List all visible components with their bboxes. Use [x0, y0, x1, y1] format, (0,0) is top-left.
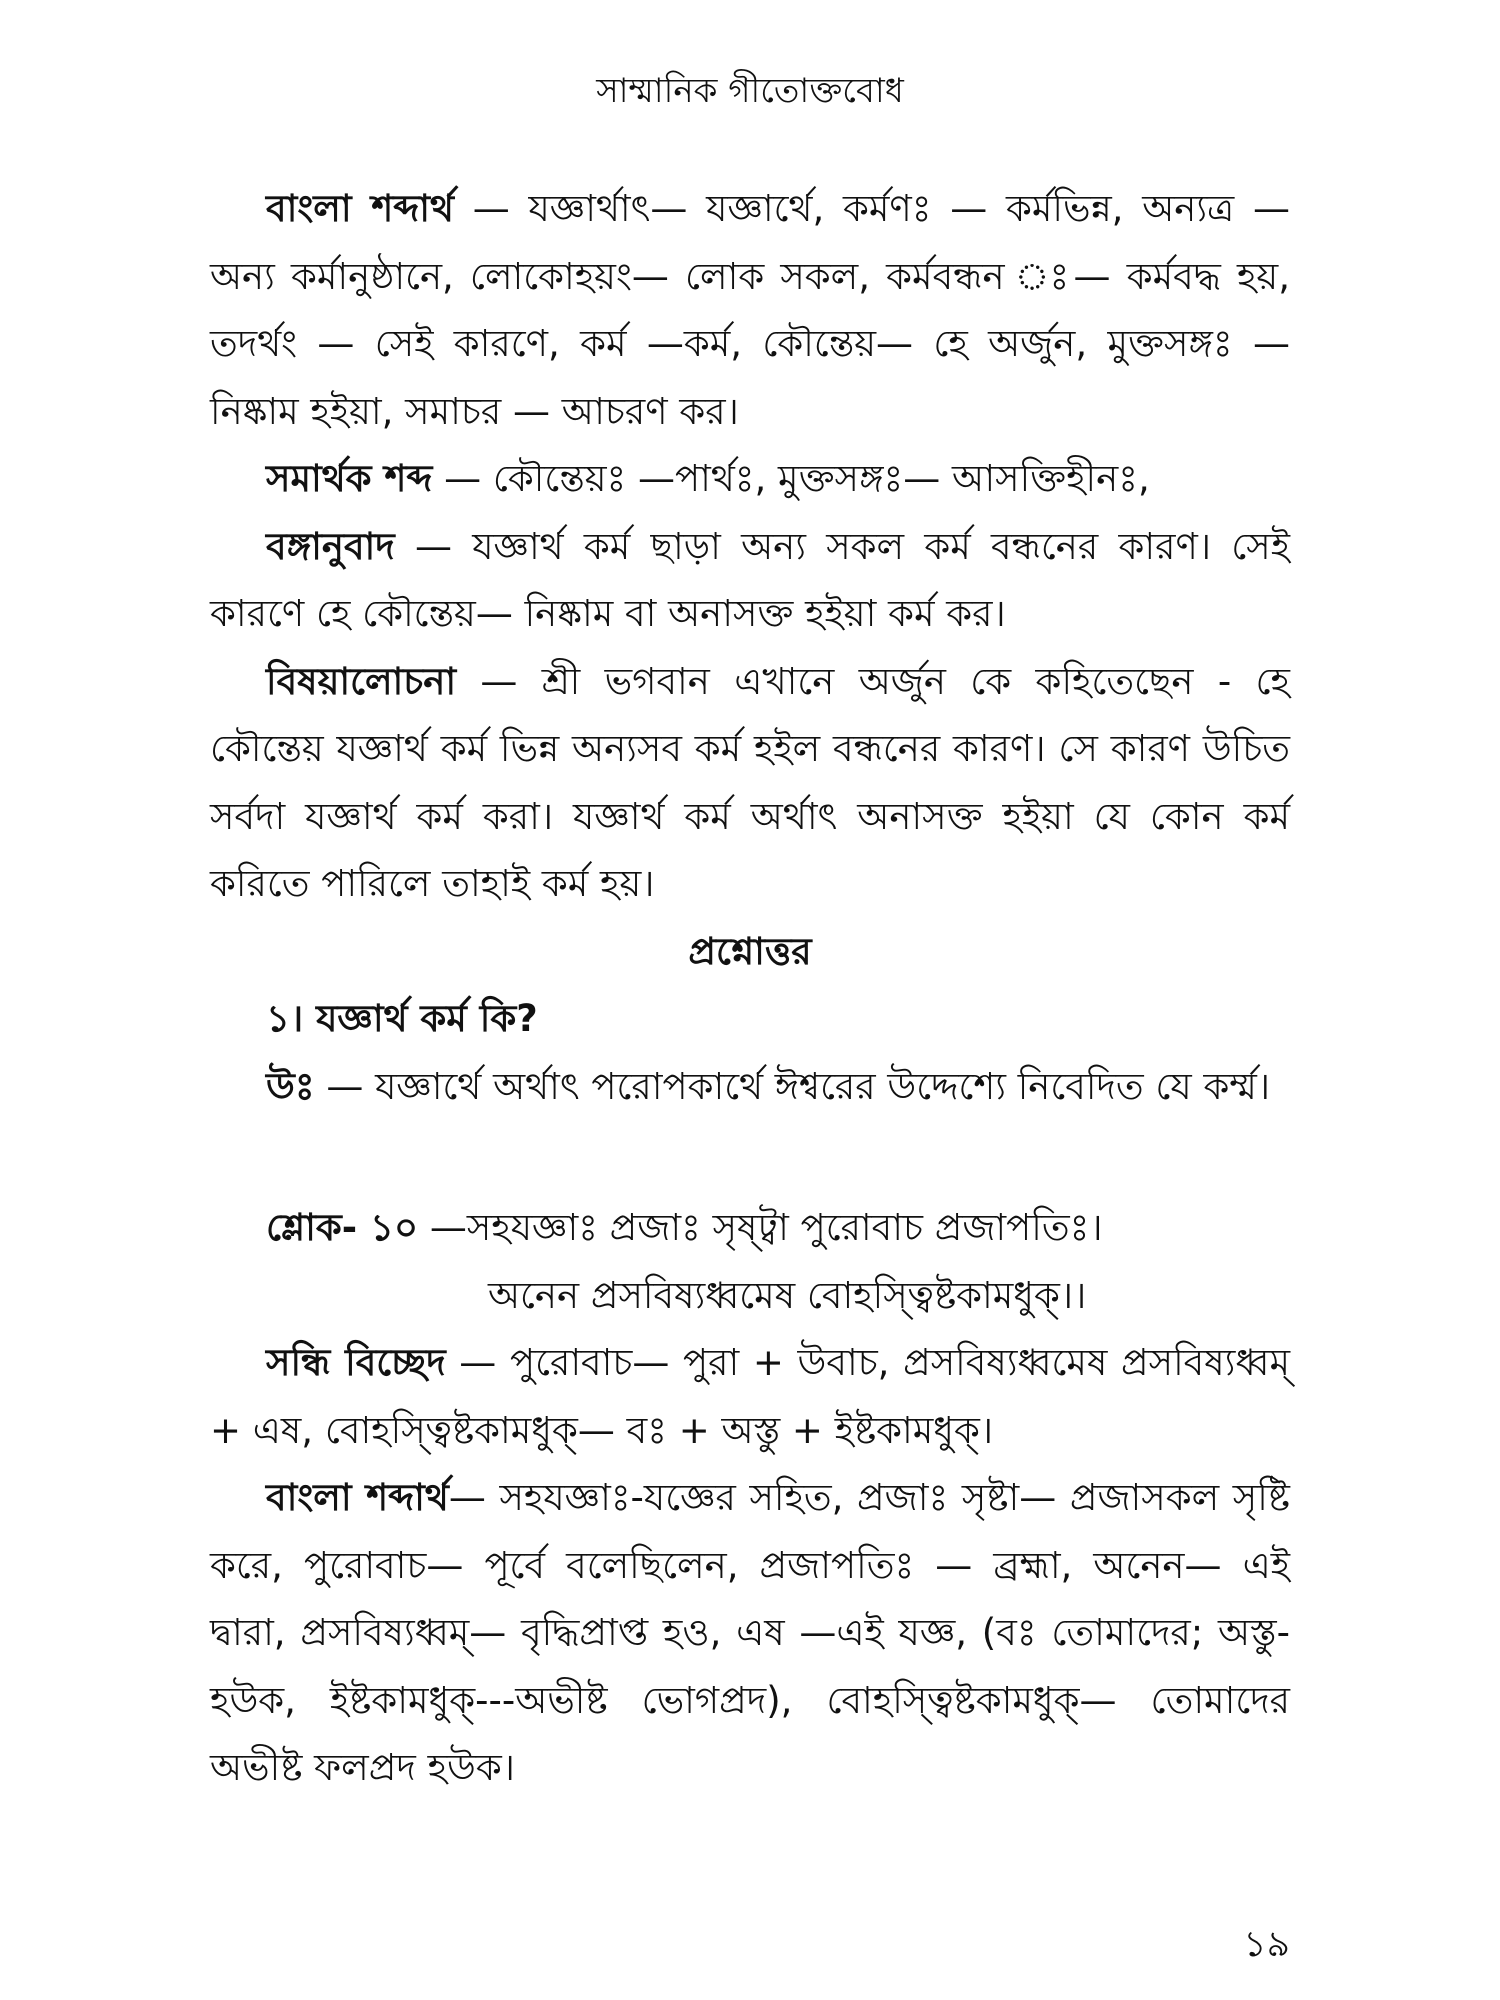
qa-question: ১। যজ্ঞার্থ কর্ম কি?: [266, 997, 538, 1040]
synonym-paragraph: [210, 445, 1290, 513]
shloka-label: শ্লোক- ১০: [266, 1206, 419, 1249]
qa-answer: [210, 1053, 1290, 1121]
translation-label: বঙ্গানুবাদ: [266, 524, 395, 568]
synonym-label: সমার্থক শব্দ: [266, 457, 433, 500]
page-number: ১৯: [1243, 1924, 1290, 1965]
shloka-line-1: [210, 1194, 1290, 1262]
qa-answer-label: উঃ: [266, 1064, 315, 1108]
word-meaning-label-2: বাংলা শব্দার্থ: [266, 1476, 449, 1519]
qa-heading: প্রশ্নোত্তর: [688, 929, 812, 973]
qa-answer-text: — যজ্ঞার্থে অর্থাৎ পরোপকার্থে ঈশ্বরের উদ্দেশ্যে নিবেদিত যে কর্ম্ম।: [314, 1064, 1271, 1108]
word-meaning-text: — যজ্ঞার্থাৎ— যজ্ঞার্থে, কর্মণঃ — কর্মভিন্ন, অন্যত্র — অন্য কর্মানুষ্ঠানে, লোকোহয়ং— লোক সকল, কর্মবন্ধন ঃ— কর্মবদ্ধ হয়, তদর্থং — সেই কারণে, কর্ম —কর্ম, কৌন্তেয়— হে অর্জুন, মুক্তসঙ্গঃ — নিষ্কাম হইয়া, সমাচর — আচরণ কর।: [210, 187, 1290, 433]
discussion-paragraph: [210, 648, 1290, 918]
synonym-text: — কৌন্তেয়ঃ —পার্থঃ, মুক্তসঙ্গঃ— আসক্তিহীনঃ,: [432, 457, 1150, 500]
word-meaning-label: বাংলা শব্দার্থ: [266, 187, 454, 230]
sandhi-label: সন্ধি বিচ্ছেদ: [266, 1341, 446, 1384]
discussion-text: — শ্রী ভগবান এখানে অর্জুন কে কহিতেছেন - হে কৌন্তেয় যজ্ঞার্থ কর্ম ভিন্ন অন্যসব কর্ম হইল বন্ধনের কারণ। সে কারণ উচিত সর্বদা যজ্ঞার্থ কর্ম করা। যজ্ঞার্থ কর্ম অর্থাৎ অনাসক্ত হইয়া যে কোন কর্ম করিতে পারিলে তাহাই কর্ম হয়।: [210, 659, 1290, 905]
section-gap: [210, 1120, 1290, 1194]
word-meaning-text-2: — সহযজ্ঞাঃ-যজ্ঞের সহিত, প্রজাঃ সৃষ্টা— প্রজাসকল সৃষ্টি করে, পুরোবাচ— পূর্বে বলেছিলেন, প্রজাপতিঃ — ব্রহ্মা, অনেন— এই দ্বারা, প্রসবিষ্যধ্বম্— বৃদ্ধিপ্রাপ্ত হও, এষ —এই যজ্ঞ, (বঃ তোমাদের; অস্তু-হউক, ইষ্টকামধুক্---অভীষ্ট ভোগপ্রদ), বোহস্ত্বিষ্টকামধুক্— তোমাদের অভীষ্ট ফলপ্রদ হউক।: [210, 1476, 1290, 1789]
sandhi-text: — পুরোবাচ— পুরা + উবাচ, প্রসবিষ্যধ্বমেষ প্রসবিষ্যধ্বম্ + এষ, বোহস্ত্বিষ্টকামধুক্— বঃ + অস্তু + ইষ্টকামধুক্।: [210, 1341, 1290, 1452]
sandhi-paragraph: [210, 1329, 1290, 1464]
translation-text: — যজ্ঞার্থ কর্ম ছাড়া অন্য সকল কর্ম বন্ধনের কারণ। সেই কারণে হে কৌন্তেয়— নিষ্কাম বা অনাসক্ত হইয়া কর্ম কর।: [210, 524, 1290, 635]
translation-paragraph: [210, 513, 1290, 648]
word-meaning-paragraph: [210, 175, 1290, 445]
word-meaning-paragraph-2: [210, 1464, 1290, 1802]
discussion-label: বিষয়ালোচনা: [266, 659, 457, 703]
running-title: সাম্মানিক গীতোক্তবোধ: [596, 71, 904, 111]
page-body: [210, 175, 1290, 1802]
shloka-line-2: অনেন প্রসবিষ্যধ্বমেষ বোহস্ত্বিষ্টকামধুক্।।: [488, 1273, 1087, 1317]
shloka-line-1-text: —সহযজ্ঞাঃ প্রজাঃ সৃষ্ট্বা পুরোবাচ প্রজাপতিঃ।: [418, 1206, 1103, 1249]
